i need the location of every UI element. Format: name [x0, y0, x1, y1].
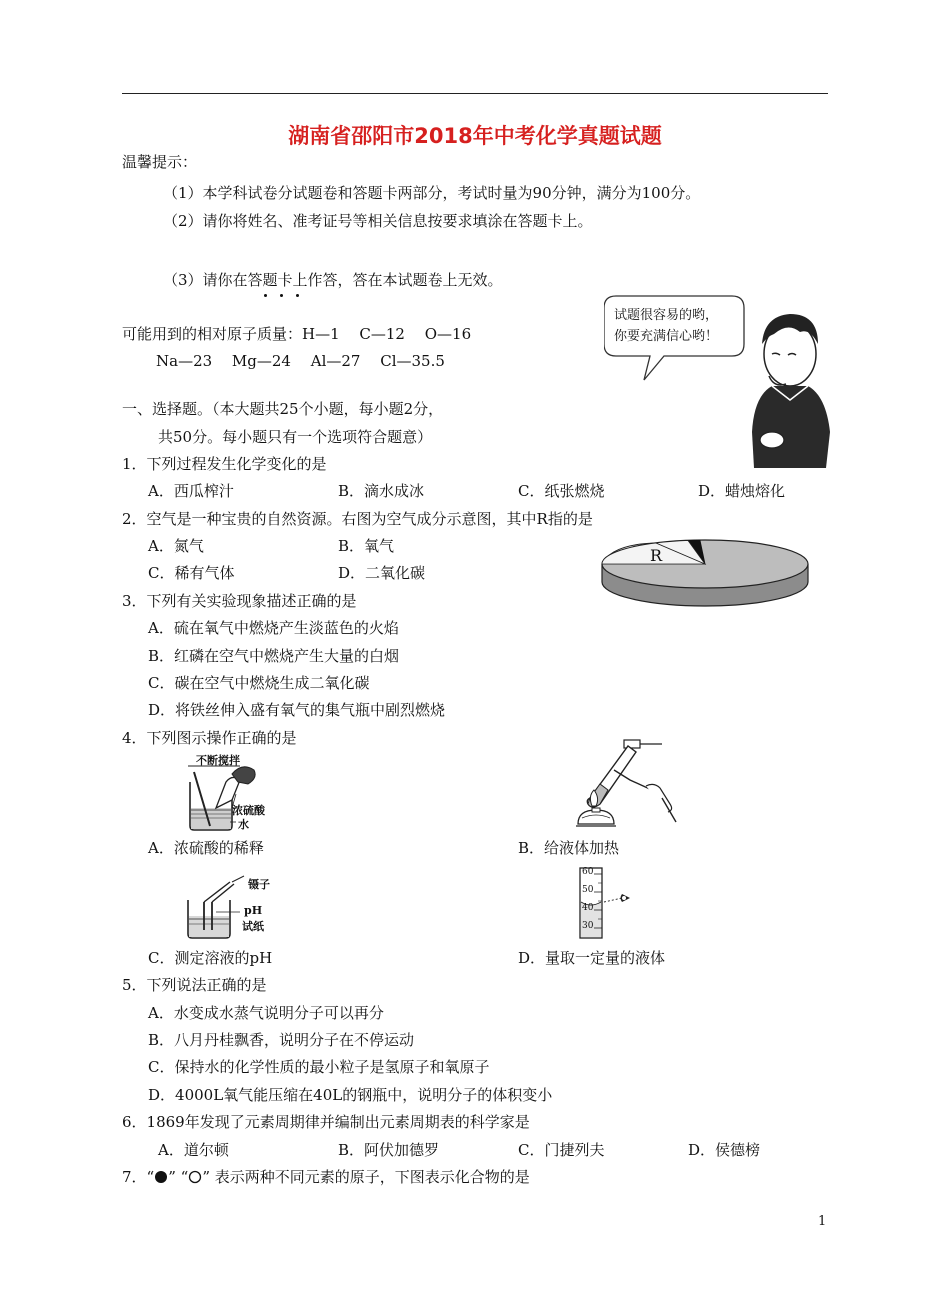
q3-option-b: B．红磷在空气中燃烧产生大量的白烟 — [148, 647, 400, 665]
q2-option-c: C．稀有气体 — [148, 564, 235, 582]
black-atom-icon — [154, 1170, 168, 1184]
atomic-mass-line-2: Na—23 Mg—24 Al—27 Cl—35.5 — [156, 352, 445, 370]
q4-option-c: C．测定溶液的pH — [148, 949, 273, 967]
q5-stem: 5．下列说法正确的是 — [122, 976, 267, 994]
fig-a-label-acid: 浓硫酸 — [232, 804, 265, 817]
q1-option-c: C．纸张燃烧 — [518, 482, 605, 500]
q4-option-b: B．给液体加热 — [518, 839, 620, 857]
q3-option-d: D．将铁丝伸入盛有氧气的集气瓶中剧烈燃烧 — [148, 701, 446, 719]
header-rule — [122, 93, 828, 94]
air-composition-pie — [598, 536, 812, 610]
q7-prefix: 7．“ — [122, 1168, 155, 1186]
tips-heading: 温馨提示： — [122, 153, 198, 171]
tip-1: （1）本学科试卷分试题卷和答题卡两部分，考试时量为90分钟，满分为100分。 — [163, 184, 701, 202]
q5-option-b: B．八月丹桂飘香，说明分子在不停运动 — [148, 1031, 415, 1049]
q6-option-d: D．侯德榜 — [688, 1141, 761, 1159]
heating-liquid-figure — [570, 738, 690, 836]
q2-stem: 2．空气是一种宝贵的自然资源。右图为空气成分示意图，其中R指的是 — [122, 510, 593, 528]
q6-option-a: A．道尔顿 — [158, 1141, 229, 1159]
q5-option-a: A．水变成水蒸气说明分子可以再分 — [148, 1004, 384, 1022]
fig-a-label-water: 水 — [238, 818, 249, 831]
q4-option-d: D．量取一定量的液体 — [518, 949, 666, 967]
cylinder-tick-60: 60 — [582, 867, 594, 877]
fig-c-label-tweezer: 镊子 — [248, 878, 270, 891]
page-title: 湖南省邵阳市2018年中考化学真题试题 — [288, 124, 662, 148]
section-note: 共50分。每小题只有一个选项符合题意） — [158, 428, 433, 446]
emphasis-dot — [296, 294, 299, 297]
fig-c-label-paper: 试纸 — [242, 920, 264, 933]
q7-mid: ” “ — [168, 1168, 189, 1186]
q3-option-c: C．碳在空气中燃烧生成二氧化碳 — [148, 674, 370, 692]
q1-option-d: D．蜡烛熔化 — [698, 482, 786, 500]
q6-option-b: B．阿伏加德罗 — [338, 1141, 440, 1159]
q2-option-d: D．二氧化碳 — [338, 564, 426, 582]
q5-option-c: C．保持水的化学性质的最小粒子是氢原子和氧原子 — [148, 1058, 490, 1076]
fig-c-label-ph: pH — [244, 904, 263, 917]
q2-option-b: B．氧气 — [338, 537, 395, 555]
q1-option-b: B．滴水成冰 — [338, 482, 425, 500]
tip-2: （2）请你将姓名、准考证号等相关信息按要求填涂在答题卡上。 — [163, 212, 593, 230]
page-number: 1 — [818, 1214, 827, 1229]
section-heading: 一、选择题。（本大题共25个小题，每小题2分， — [122, 400, 444, 418]
q4-option-a: A．浓硫酸的稀释 — [148, 839, 264, 857]
emphasis-dot — [280, 294, 283, 297]
q7-suffix: ” 表示两种不同元素的原子，下图表示化合物的是 — [202, 1168, 530, 1186]
q1-option-a: A．西瓜榨汁 — [148, 482, 234, 500]
speech-bubble-line-1: 试题很容易的哟， — [614, 308, 719, 323]
pie-label-r: R — [650, 546, 663, 565]
q6-option-c: C．门捷列夫 — [518, 1141, 605, 1159]
q1-stem: 1．下列过程发生化学变化的是 — [122, 455, 327, 473]
cylinder-tick-50: 50 — [582, 885, 594, 895]
cylinder-tick-30: 30 — [582, 921, 594, 931]
q3-stem: 3．下列有关实验现象描述正确的是 — [122, 592, 357, 610]
fig-a-label-stir: 不断搅拌 — [196, 754, 240, 767]
q3-option-a: A．硫在氧气中燃烧产生淡蓝色的火焰 — [148, 619, 399, 637]
cylinder-tick-40: 40 — [582, 903, 594, 913]
q4-stem: 4．下列图示操作正确的是 — [122, 729, 297, 747]
emphasis-dot — [264, 294, 267, 297]
tip-3: （3）请你在答题卡上作答，答在本试题卷上无效。 — [163, 271, 503, 289]
q2-option-a: A．氮气 — [148, 537, 204, 555]
q5-option-d: D．4000L氧气能压缩在40L的钢瓶中，说明分子的体积变小 — [148, 1086, 553, 1104]
q7-stem — [122, 1167, 530, 1187]
white-atom-icon — [188, 1170, 202, 1184]
speech-bubble-line-2: 你要充满信心哟！ — [614, 329, 719, 344]
q6-stem: 6．1869年发现了元素周期律并编制出元素周期表的科学家是 — [122, 1113, 530, 1131]
atomic-mass-line-1: 可能用到的相对原子质量：H—1 C—12 O—16 — [122, 325, 472, 343]
